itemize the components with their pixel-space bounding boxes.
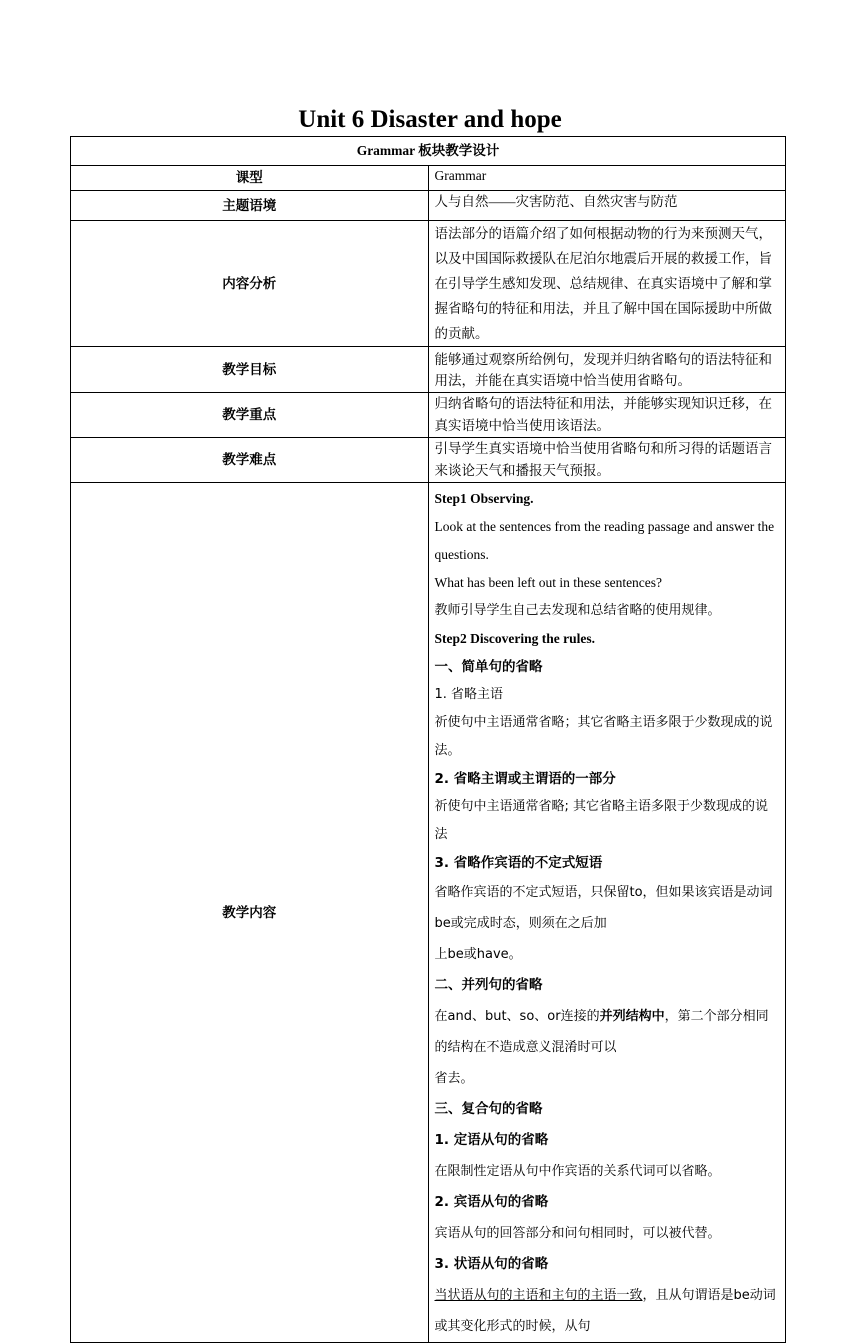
- section-3-item-3-title: 3. 状语从句的省略: [434, 1256, 549, 1272]
- row-label-theme: 主题语境: [71, 191, 429, 221]
- row-label-analysis: 内容分析: [71, 221, 429, 347]
- row-label-key-point: 教学重点: [71, 393, 429, 438]
- step1-line-3: 教师引导学生自己去发现和总结省略的使用规律。: [434, 603, 721, 618]
- section-1-item-1-text: 祈使句中主语通常省略；其它省略主语多限于少数现成的说法。: [434, 715, 773, 758]
- row-value-analysis: 语法部分的语篇介绍了如何根据动物的行为来预测天气，以及中国国际救援队在尼泊尔地震后开展的救援工作，旨在引导学生感知发现、总结规律、在真实语境中了解和掌握省略句的特征和用法，并且了解中国在国际援助中所做的贡献。: [428, 221, 786, 347]
- section-1-item-3-title: 3. 省略作宾语的不定式短语: [434, 855, 603, 871]
- section-3-item-1-text: 在限制性定语从句中作宾语的关系代词可以省略。: [434, 1164, 721, 1179]
- section-3-item-3-text-underlined: 当状语从句的主语和主句的主语一致: [434, 1288, 643, 1303]
- table-header: Grammar 板块教学设计: [71, 137, 786, 166]
- row-value-type: Grammar: [428, 166, 786, 191]
- section-2-title: 二、并列句的省略: [434, 977, 543, 993]
- row-label-content: 教学内容: [71, 483, 429, 1343]
- table-row: [71, 483, 786, 1343]
- row-label-difficulty: 教学难点: [71, 438, 429, 483]
- section-3-item-3-text-rest: ，且从句谓语是be动词或其变化形式的时候，从句: [434, 1288, 776, 1334]
- document-title: Unit 6 Disaster and hope: [298, 106, 562, 133]
- section-2-text-a-part-2: ，第二个部分相同的结构在不造成意义混淆时可以: [434, 1009, 769, 1055]
- table-row: [71, 393, 786, 438]
- table-row: [71, 438, 786, 483]
- lesson-plan-table: [70, 136, 786, 1343]
- step1-title: Step1 Observing.: [434, 491, 534, 506]
- section-3-item-2-title: 2. 宾语从句的省略: [434, 1194, 549, 1210]
- section-1-item-2-title: 2. 省略主谓或主谓语的一部分: [434, 771, 616, 787]
- step2-title: Step2 Discovering the rules.: [434, 631, 595, 646]
- row-label-objective: 教学目标: [71, 347, 429, 393]
- step1-line-2: What has been left out in these sentences?: [434, 575, 663, 590]
- row-value-content: [428, 483, 786, 1343]
- section-1-item-1-title: 1. 省略主语: [434, 687, 504, 702]
- row-value-difficulty: 引导学生真实语境中恰当使用省略句和所习得的话题语言来谈论天气和播报天气预报。: [428, 438, 786, 483]
- row-value-theme: 人与自然——灾害防范、自然灾害与防范: [428, 191, 786, 221]
- table-row: [71, 166, 786, 191]
- section-3-item-1-title: 1. 定语从句的省略: [434, 1132, 549, 1148]
- section-2-text-a-part-1: 在and、but、so、or连接的: [434, 1009, 600, 1024]
- section-1-title: 一、简单句的省略: [434, 659, 543, 675]
- section-3-item-3-text: [435, 1280, 780, 1342]
- section-3-title: 三、复合句的省略: [434, 1101, 543, 1117]
- section-1-item-2-text: 祈使句中主语通常省略; 其它省略主语多限于少数现成的说法: [434, 799, 769, 842]
- section-2-text-b: 省去。: [434, 1071, 474, 1086]
- section-1-item-3-text-a: 省略作宾语的不定式短语，只保留to，但如果该宾语是动词be或完成时态，则须在之后加: [434, 885, 773, 931]
- step1-line-1: Look at the sentences from the reading passage and answer the questions.: [434, 519, 775, 562]
- table-row: [71, 191, 786, 221]
- row-label-type: 课型: [71, 166, 429, 191]
- table-row: [71, 347, 786, 393]
- section-1-item-3-text-b: 上be或have。: [434, 947, 522, 962]
- table-header-row: [71, 137, 786, 166]
- section-3-item-2-text: 宾语从句的回答部分和问句相同时，可以被代替。: [434, 1226, 721, 1241]
- row-value-key-point: 归纳省略句的语法特征和用法，并能够实现知识迁移，在真实语境中恰当使用该语法。: [428, 393, 786, 438]
- section-2-text-a: [435, 1001, 780, 1063]
- table-row: [71, 221, 786, 347]
- row-value-objective: 能够通过观察所给例句，发现并归纳省略句的语法特征和用法，并能在真实语境中恰当使用省略句。: [428, 347, 786, 393]
- section-2-text-a-bold: 并列结构中: [599, 1009, 665, 1024]
